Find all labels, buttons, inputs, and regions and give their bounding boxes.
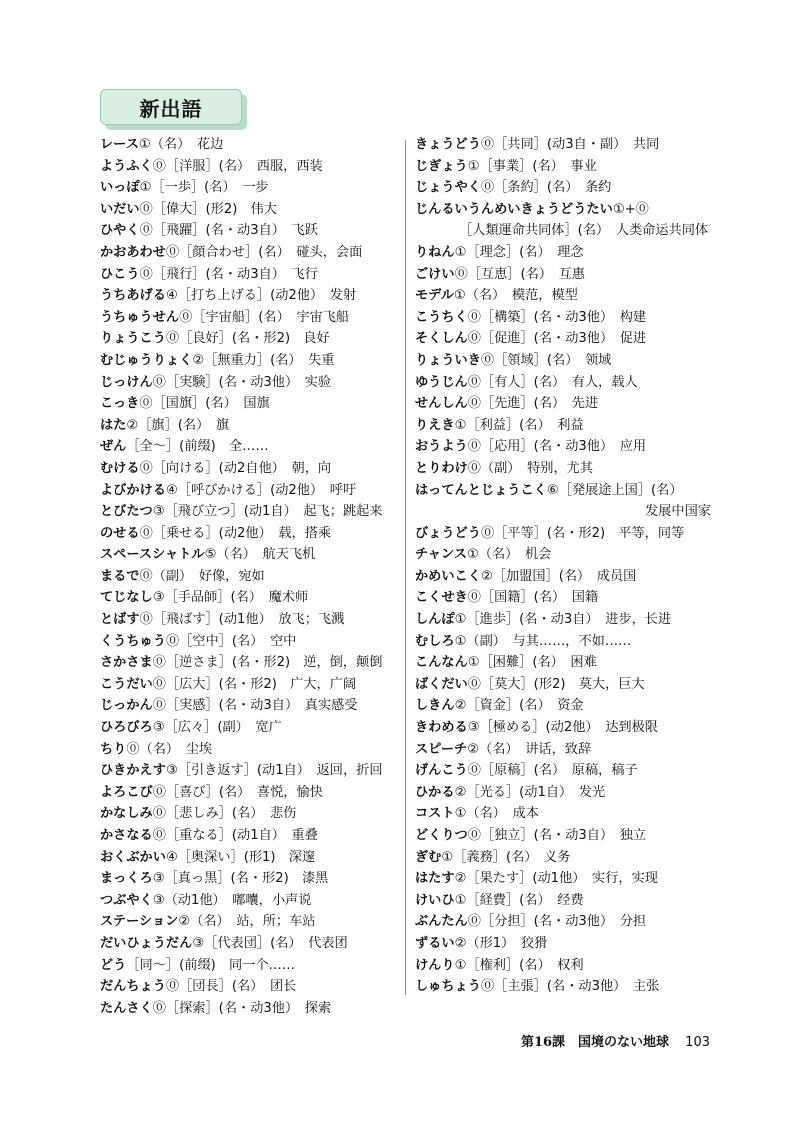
vocab-definition: ⓪［飛躍］(名・动3自） 飞跃 bbox=[139, 223, 318, 239]
vocab-definition: ⓪［領域］(名） 领域 bbox=[480, 352, 612, 368]
vocab-entry bbox=[415, 674, 715, 696]
vocab-entry bbox=[100, 134, 395, 156]
vocab-entry bbox=[415, 328, 715, 350]
vocab-definition: ①［進歩］(名・动3自） 进步，长进 bbox=[454, 612, 672, 628]
vocab-reading: ごけい bbox=[415, 266, 455, 282]
vocab-entry bbox=[100, 372, 395, 394]
vocab-reading: じっけん bbox=[100, 374, 153, 390]
vocab-entry bbox=[415, 393, 715, 415]
vocab-entry bbox=[100, 890, 395, 912]
vocab-entry bbox=[100, 480, 395, 502]
vocab-entry bbox=[415, 566, 715, 588]
vocab-entry bbox=[415, 242, 715, 264]
vocab-entry bbox=[415, 523, 715, 545]
vocab-definition: ⓪［国旗］(名） 国旗 bbox=[139, 396, 270, 412]
vocab-definition: ⓪［空中］(名） 空中 bbox=[165, 633, 297, 649]
vocab-reading: かめいこく bbox=[415, 568, 481, 584]
vocab-reading: りょういき bbox=[415, 352, 481, 368]
vocab-entry bbox=[415, 156, 715, 178]
vocab-entry bbox=[100, 847, 395, 869]
vocab-entry bbox=[415, 177, 715, 199]
vocab-reading: たんさく bbox=[100, 1000, 153, 1016]
vocab-entry bbox=[100, 436, 395, 458]
vocab-definition: ⓪［分担］(名・动3他） 分担 bbox=[467, 914, 647, 930]
vocab-reading: ずるい bbox=[415, 935, 455, 951]
vocab-reading: まるで bbox=[100, 568, 140, 584]
vocabulary-left-column bbox=[100, 134, 395, 1019]
page-footer bbox=[520, 1031, 710, 1050]
vocab-definition: ②（名） 讲话，致辞 bbox=[467, 741, 592, 757]
vocab-reading: りょうこう bbox=[100, 331, 166, 347]
vocab-definition: 发展中国家 bbox=[645, 504, 711, 520]
vocab-entry bbox=[100, 998, 395, 1020]
vocab-reading: ぎむ bbox=[415, 849, 442, 865]
vocab-entry bbox=[100, 458, 395, 480]
vocab-entry bbox=[415, 717, 715, 739]
vocab-definition: ⓪［国籍］(名） 国籍 bbox=[467, 590, 599, 606]
vocab-entry bbox=[100, 350, 395, 372]
vocab-entry bbox=[100, 955, 395, 977]
vocab-definition: ⓪［悲しみ］(名） 悲伤 bbox=[152, 806, 297, 822]
vocab-reading: レース bbox=[100, 137, 139, 152]
vocab-definition: ⓪［逆さま］(名・形2) 逆，倒，颠倒 bbox=[152, 655, 383, 671]
vocab-reading: スピーチ bbox=[415, 741, 468, 757]
vocab-definition: ⓪［重なる］(动1自） 重叠 bbox=[152, 828, 318, 843]
vocab-entry bbox=[100, 264, 395, 286]
vocab-definition: ⓪［莫大］(形2) 莫大，巨大 bbox=[467, 676, 645, 692]
vocab-definition: ⓪［実験］(名・动3他） 实验 bbox=[152, 374, 332, 390]
vocab-entry bbox=[100, 739, 395, 761]
vocab-reading: チャンス bbox=[415, 547, 467, 563]
vocab-reading: おうよう bbox=[415, 439, 468, 455]
vocab-reading: しきん bbox=[415, 698, 455, 714]
vocab-entry bbox=[100, 393, 395, 415]
vocab-definition: ⓪（名） 尘埃 bbox=[126, 741, 213, 757]
vocab-reading: じょうやく bbox=[415, 180, 481, 196]
vocab-reading: しんぽ bbox=[415, 612, 455, 628]
vocab-entry bbox=[415, 350, 715, 372]
vocab-reading: さかさま bbox=[100, 655, 153, 671]
vocab-entry bbox=[100, 976, 395, 998]
vocab-entry bbox=[415, 868, 715, 890]
vocab-reading: むじゅうりょく bbox=[100, 352, 193, 368]
column-divider bbox=[405, 140, 406, 995]
vocab-definition: ②［資金］(名） 资金 bbox=[454, 698, 584, 714]
vocab-definition: ④［打ち上げる］(动2他） 发射 bbox=[165, 288, 357, 304]
vocab-entry bbox=[415, 760, 715, 782]
vocab-reading: こんなん bbox=[415, 655, 468, 671]
vocab-definition: ③［真っ黒］(名・形2) 漆黑 bbox=[152, 871, 329, 887]
vocab-entry bbox=[415, 587, 715, 609]
vocab-definition: ②［旗］(名） 旗 bbox=[126, 417, 230, 433]
vocab-definition: ⓪［主張］(名・动3他） 主张 bbox=[480, 979, 660, 995]
vocab-definition: ②［無重力］(名） 失重 bbox=[192, 352, 335, 368]
vocab-reading: けいひ bbox=[415, 892, 455, 908]
vocab-definition: ⓪（副） 好像，宛如 bbox=[139, 568, 265, 584]
vocab-reading: よびかける bbox=[100, 482, 166, 498]
vocab-entry bbox=[100, 933, 395, 955]
vocabulary-right-column bbox=[415, 134, 715, 998]
vocab-entry bbox=[415, 609, 715, 631]
vocab-reading: かおあわせ bbox=[100, 244, 166, 260]
vocab-reading: はたす bbox=[415, 871, 455, 887]
vocab-reading: きわめる bbox=[415, 720, 468, 736]
section-title-tab bbox=[100, 89, 242, 125]
vocab-reading: かさなる bbox=[100, 828, 153, 843]
vocab-definition: ③［広々］(副） 宽广 bbox=[152, 720, 282, 736]
vocab-definition: ⓪［構築］(名・动3他） 构建 bbox=[467, 309, 647, 325]
vocab-reading: りねん bbox=[415, 244, 455, 260]
vocab-reading: ひきかえす bbox=[100, 763, 166, 779]
vocab-definition: ④［呼びかける］(动2他） 呼吁 bbox=[165, 482, 357, 498]
vocab-definition: ⓪［共同］(动3自・副） 共同 bbox=[480, 137, 660, 152]
vocab-reading: いだい bbox=[100, 201, 140, 217]
vocab-reading: とびたつ bbox=[100, 504, 153, 520]
vocab-definition: ［人類運命共同体］(名） 人类命运共同体 bbox=[459, 223, 709, 239]
vocab-definition: ⓪［応用］(名・动3他） 应用 bbox=[467, 439, 647, 455]
vocab-entry bbox=[100, 220, 395, 242]
vocab-definition: ③［手品師］(名） 魔术师 bbox=[152, 590, 309, 606]
vocab-definition: ⓪［喜び］(名） 喜悦，愉快 bbox=[152, 784, 323, 800]
vocab-reading: しゅちょう bbox=[415, 979, 481, 995]
vocab-entry bbox=[100, 674, 395, 696]
vocab-entry bbox=[100, 717, 395, 739]
vocab-entry bbox=[415, 911, 715, 933]
vocab-definition: ②［果たす］(动1他） 实行，实现 bbox=[454, 871, 658, 887]
vocab-entry bbox=[415, 739, 715, 761]
vocab-entry bbox=[415, 264, 715, 286]
vocab-reading: つぶやく bbox=[100, 892, 153, 908]
vocab-reading: はってんとじょうこく bbox=[415, 482, 547, 498]
vocab-definition: ⓪［探索］(名・动3他） 探索 bbox=[152, 1000, 332, 1016]
vocab-definition: ④［奥深い］(形1) 深邃 bbox=[165, 849, 316, 865]
vocab-entry bbox=[100, 825, 395, 847]
vocab-reading: ちり bbox=[100, 741, 127, 757]
vocab-reading: どくりつ bbox=[415, 828, 468, 843]
vocab-reading: モデル bbox=[415, 288, 454, 304]
vocab-entry bbox=[415, 955, 715, 977]
vocab-definition: ②［加盟国］(名） 成员国 bbox=[480, 568, 637, 584]
vocab-entry bbox=[100, 695, 395, 717]
vocab-reading: スペースシャトル bbox=[100, 547, 205, 563]
vocab-entry bbox=[415, 544, 715, 566]
vocab-entry bbox=[100, 501, 395, 523]
vocab-definition: ③［極める］(动2他） 达到极限 bbox=[467, 720, 658, 736]
vocab-reading: こうだい bbox=[100, 676, 153, 692]
vocab-reading: ようふく bbox=[100, 158, 153, 174]
vocab-definition: ［全～］(前缀) 全…… bbox=[126, 439, 269, 455]
vocab-reading: よろこび bbox=[100, 784, 153, 800]
vocab-entry bbox=[100, 566, 395, 588]
vocab-entry bbox=[100, 523, 395, 545]
vocab-reading: ぜん bbox=[100, 439, 127, 455]
vocab-reading: とばす bbox=[100, 612, 140, 628]
vocab-entry bbox=[415, 782, 715, 804]
vocab-reading: とりわけ bbox=[415, 460, 468, 476]
vocab-reading: どう bbox=[100, 957, 127, 973]
vocab-entry bbox=[415, 285, 715, 307]
vocab-reading: せんしん bbox=[415, 396, 468, 412]
vocab-entry bbox=[415, 652, 715, 674]
vocab-reading: ひろびろ bbox=[100, 720, 153, 736]
vocab-reading: おくぶかい bbox=[100, 849, 166, 865]
vocab-entry bbox=[100, 199, 395, 221]
vocab-definition: ⓪［良好］(名・形2) 良好 bbox=[165, 331, 330, 347]
vocab-entry bbox=[415, 458, 715, 480]
vocab-reading: ひかる bbox=[415, 784, 455, 800]
vocab-reading: まっくろ bbox=[100, 871, 153, 887]
vocab-reading: ステーション bbox=[100, 914, 179, 930]
vocab-definition: ⓪［向ける］(动2自他） 朝，向 bbox=[139, 460, 332, 476]
vocab-definition: ⓪［原稿］(名） 原稿，稿子 bbox=[467, 763, 638, 779]
vocab-entry bbox=[415, 199, 715, 221]
vocab-definition: ⓪［顔合わせ］(名） 碰头，会面 bbox=[165, 244, 363, 260]
vocab-entry bbox=[100, 307, 395, 329]
section-title: 新出語 bbox=[100, 89, 242, 125]
vocab-entry bbox=[415, 436, 715, 458]
vocab-entry bbox=[100, 587, 395, 609]
vocab-entry bbox=[100, 631, 395, 653]
vocab-entry bbox=[415, 695, 715, 717]
vocab-definition: ⓪［洋服］(名） 西服，西装 bbox=[152, 158, 323, 174]
chapter-title: 第16課 国境のない地球 bbox=[520, 1035, 670, 1050]
vocab-definition: ①［利益］(名） 利益 bbox=[454, 417, 584, 433]
vocab-reading: むける bbox=[100, 460, 140, 476]
vocab-reading: こうちく bbox=[415, 309, 468, 325]
vocab-definition: ②（形1） 狡猾 bbox=[454, 935, 548, 951]
vocab-reading: こくせき bbox=[415, 590, 468, 606]
vocab-reading: ばくだい bbox=[415, 676, 468, 692]
vocab-definition: ①［一歩］(名） 一步 bbox=[139, 180, 269, 196]
vocab-entry bbox=[100, 177, 395, 199]
vocab-entry bbox=[100, 544, 395, 566]
vocab-definition: ⓪［実感］(名・动3自） 真实感受 bbox=[152, 698, 358, 714]
vocab-reading: だいひょうだん bbox=[100, 935, 193, 951]
vocab-reading: じぎょう bbox=[415, 158, 468, 174]
vocab-definition: ［同～］(前缀) 同一个…… bbox=[126, 957, 295, 973]
vocab-entry bbox=[415, 501, 715, 523]
vocab-definition: ⓪（副） 特别，尤其 bbox=[467, 460, 594, 476]
vocab-reading: いっぽ bbox=[100, 180, 140, 196]
vocab-reading: ゆうじん bbox=[415, 374, 468, 390]
vocab-definition: ②［光る］(动1自） 发光 bbox=[454, 784, 606, 800]
vocab-definition: ①［権利］(名） 权利 bbox=[454, 957, 584, 973]
vocab-reading: ぶんたん bbox=[415, 914, 468, 930]
vocab-entry bbox=[415, 847, 715, 869]
vocab-entry bbox=[100, 652, 395, 674]
vocab-definition: ⓪［促進］(名・动3他） 促进 bbox=[467, 331, 647, 347]
vocab-definition: ②（名） 站，所；车站 bbox=[178, 914, 316, 930]
vocab-definition: ⓪［先進］(名） 先进 bbox=[467, 396, 599, 412]
vocab-definition: ⓪［宇宙船］(名） 宇宙飞船 bbox=[179, 309, 350, 325]
vocab-reading: きょうどう bbox=[415, 137, 481, 152]
vocab-definition: ⓪［独立］(名・动3自） 独立 bbox=[467, 828, 647, 843]
vocab-entry bbox=[100, 415, 395, 437]
vocab-reading: むしろ bbox=[415, 633, 455, 649]
vocab-entry bbox=[100, 760, 395, 782]
vocab-definition: ③［代表団］(名） 代表团 bbox=[192, 935, 348, 951]
vocab-entry bbox=[415, 415, 715, 437]
vocab-definition: ①（副） 与其……，不如…… bbox=[454, 633, 632, 649]
vocab-definition: ⑥［発展途上国］(名） bbox=[546, 482, 683, 498]
vocab-definition: ①［理念］(名） 理念 bbox=[454, 244, 584, 260]
vocab-entry bbox=[415, 220, 715, 242]
vocab-entry bbox=[415, 803, 715, 825]
vocab-definition: ⓪［飛ばす］(动1他） 放飞；飞溅 bbox=[139, 612, 345, 628]
vocab-entry bbox=[415, 976, 715, 998]
vocab-reading: ひこう bbox=[100, 266, 140, 282]
vocab-entry bbox=[415, 134, 715, 156]
vocab-definition: ①+⓪ bbox=[612, 201, 649, 217]
vocab-entry bbox=[415, 890, 715, 912]
vocab-reading: うちあげる bbox=[100, 288, 166, 304]
vocab-entry bbox=[100, 285, 395, 307]
vocab-entry bbox=[415, 933, 715, 955]
vocab-entry bbox=[100, 868, 395, 890]
vocab-definition: ③［飛び立つ］(动1自） 起飞；跳起来 bbox=[152, 504, 383, 520]
vocab-definition: ⓪［団長］(名） 团长 bbox=[165, 979, 297, 995]
vocab-definition: ⓪［乗せる］(动2他） 载，搭乘 bbox=[139, 525, 332, 541]
vocab-definition: ①（名） 成本 bbox=[454, 806, 539, 822]
vocab-definition: ①［困難］(名） 困难 bbox=[467, 655, 597, 671]
vocab-definition: ⓪［偉大］(形2) 伟大 bbox=[139, 201, 277, 217]
vocab-entry bbox=[100, 911, 395, 933]
vocab-entry bbox=[100, 782, 395, 804]
vocab-reading: ひやく bbox=[100, 223, 140, 239]
vocab-reading: りえき bbox=[415, 417, 455, 433]
vocab-reading: かなしみ bbox=[100, 806, 153, 822]
vocab-entry bbox=[415, 307, 715, 329]
vocab-reading: てじなし bbox=[100, 590, 153, 606]
vocab-definition: ①（名） 花边 bbox=[138, 137, 224, 152]
vocab-reading: コスト bbox=[415, 806, 455, 822]
vocab-reading: げんこう bbox=[415, 763, 468, 779]
page-number: 103 bbox=[685, 1035, 710, 1050]
vocab-definition: ①（名） 模范，模型 bbox=[453, 288, 578, 304]
vocab-definition: ⓪［有人］(名） 有人，载人 bbox=[467, 374, 638, 390]
vocab-reading: はた bbox=[100, 417, 127, 433]
vocab-reading: けんり bbox=[415, 957, 455, 973]
vocab-definition: ⓪［互恵］(名） 互惠 bbox=[454, 266, 585, 282]
vocab-definition: ①（名） 机会 bbox=[466, 547, 552, 563]
vocab-definition: ①［義務］(名） 义务 bbox=[441, 849, 571, 865]
vocab-reading: びょうどう bbox=[415, 525, 481, 541]
vocab-reading: のせる bbox=[100, 525, 140, 541]
vocab-entry bbox=[100, 609, 395, 631]
vocab-definition: ⓪［広大］(名・形2) 广大，广阔 bbox=[152, 676, 357, 692]
vocab-definition: ③（动1他） 嘟囔，小声说 bbox=[152, 892, 312, 908]
vocab-definition: ⓪［平等］(名・形2) 平等，同等 bbox=[480, 525, 685, 541]
vocab-reading: こっき bbox=[100, 396, 140, 412]
vocab-definition: ⓪［条約］(名） 条约 bbox=[480, 180, 612, 196]
vocab-entry bbox=[100, 803, 395, 825]
vocab-reading: じんるいうんめいきょうどうたい bbox=[415, 201, 613, 217]
vocab-definition: ⓪［飛行］(名・动3自） 飞行 bbox=[139, 266, 318, 282]
vocab-reading: そくしん bbox=[415, 331, 468, 347]
vocab-reading: うちゅうせん bbox=[100, 309, 180, 325]
vocab-reading: くうちゅう bbox=[100, 633, 166, 649]
vocab-entry bbox=[415, 480, 715, 502]
vocab-entry bbox=[100, 156, 395, 178]
vocab-entry bbox=[100, 328, 395, 350]
vocab-entry bbox=[100, 242, 395, 264]
vocab-entry bbox=[415, 825, 715, 847]
vocab-reading: だんちょう bbox=[100, 979, 166, 995]
vocab-definition: ①［事業］(名） 事业 bbox=[467, 158, 597, 174]
vocab-definition: ①［経費］(名） 经费 bbox=[454, 892, 584, 908]
vocab-reading: じっかん bbox=[100, 698, 153, 714]
vocab-definition: ③［引き返す］(动1自） 返回，折回 bbox=[165, 763, 383, 779]
vocab-entry bbox=[415, 372, 715, 394]
vocab-entry bbox=[415, 631, 715, 653]
vocab-definition: ⑤（名） 航天飞机 bbox=[204, 547, 316, 563]
